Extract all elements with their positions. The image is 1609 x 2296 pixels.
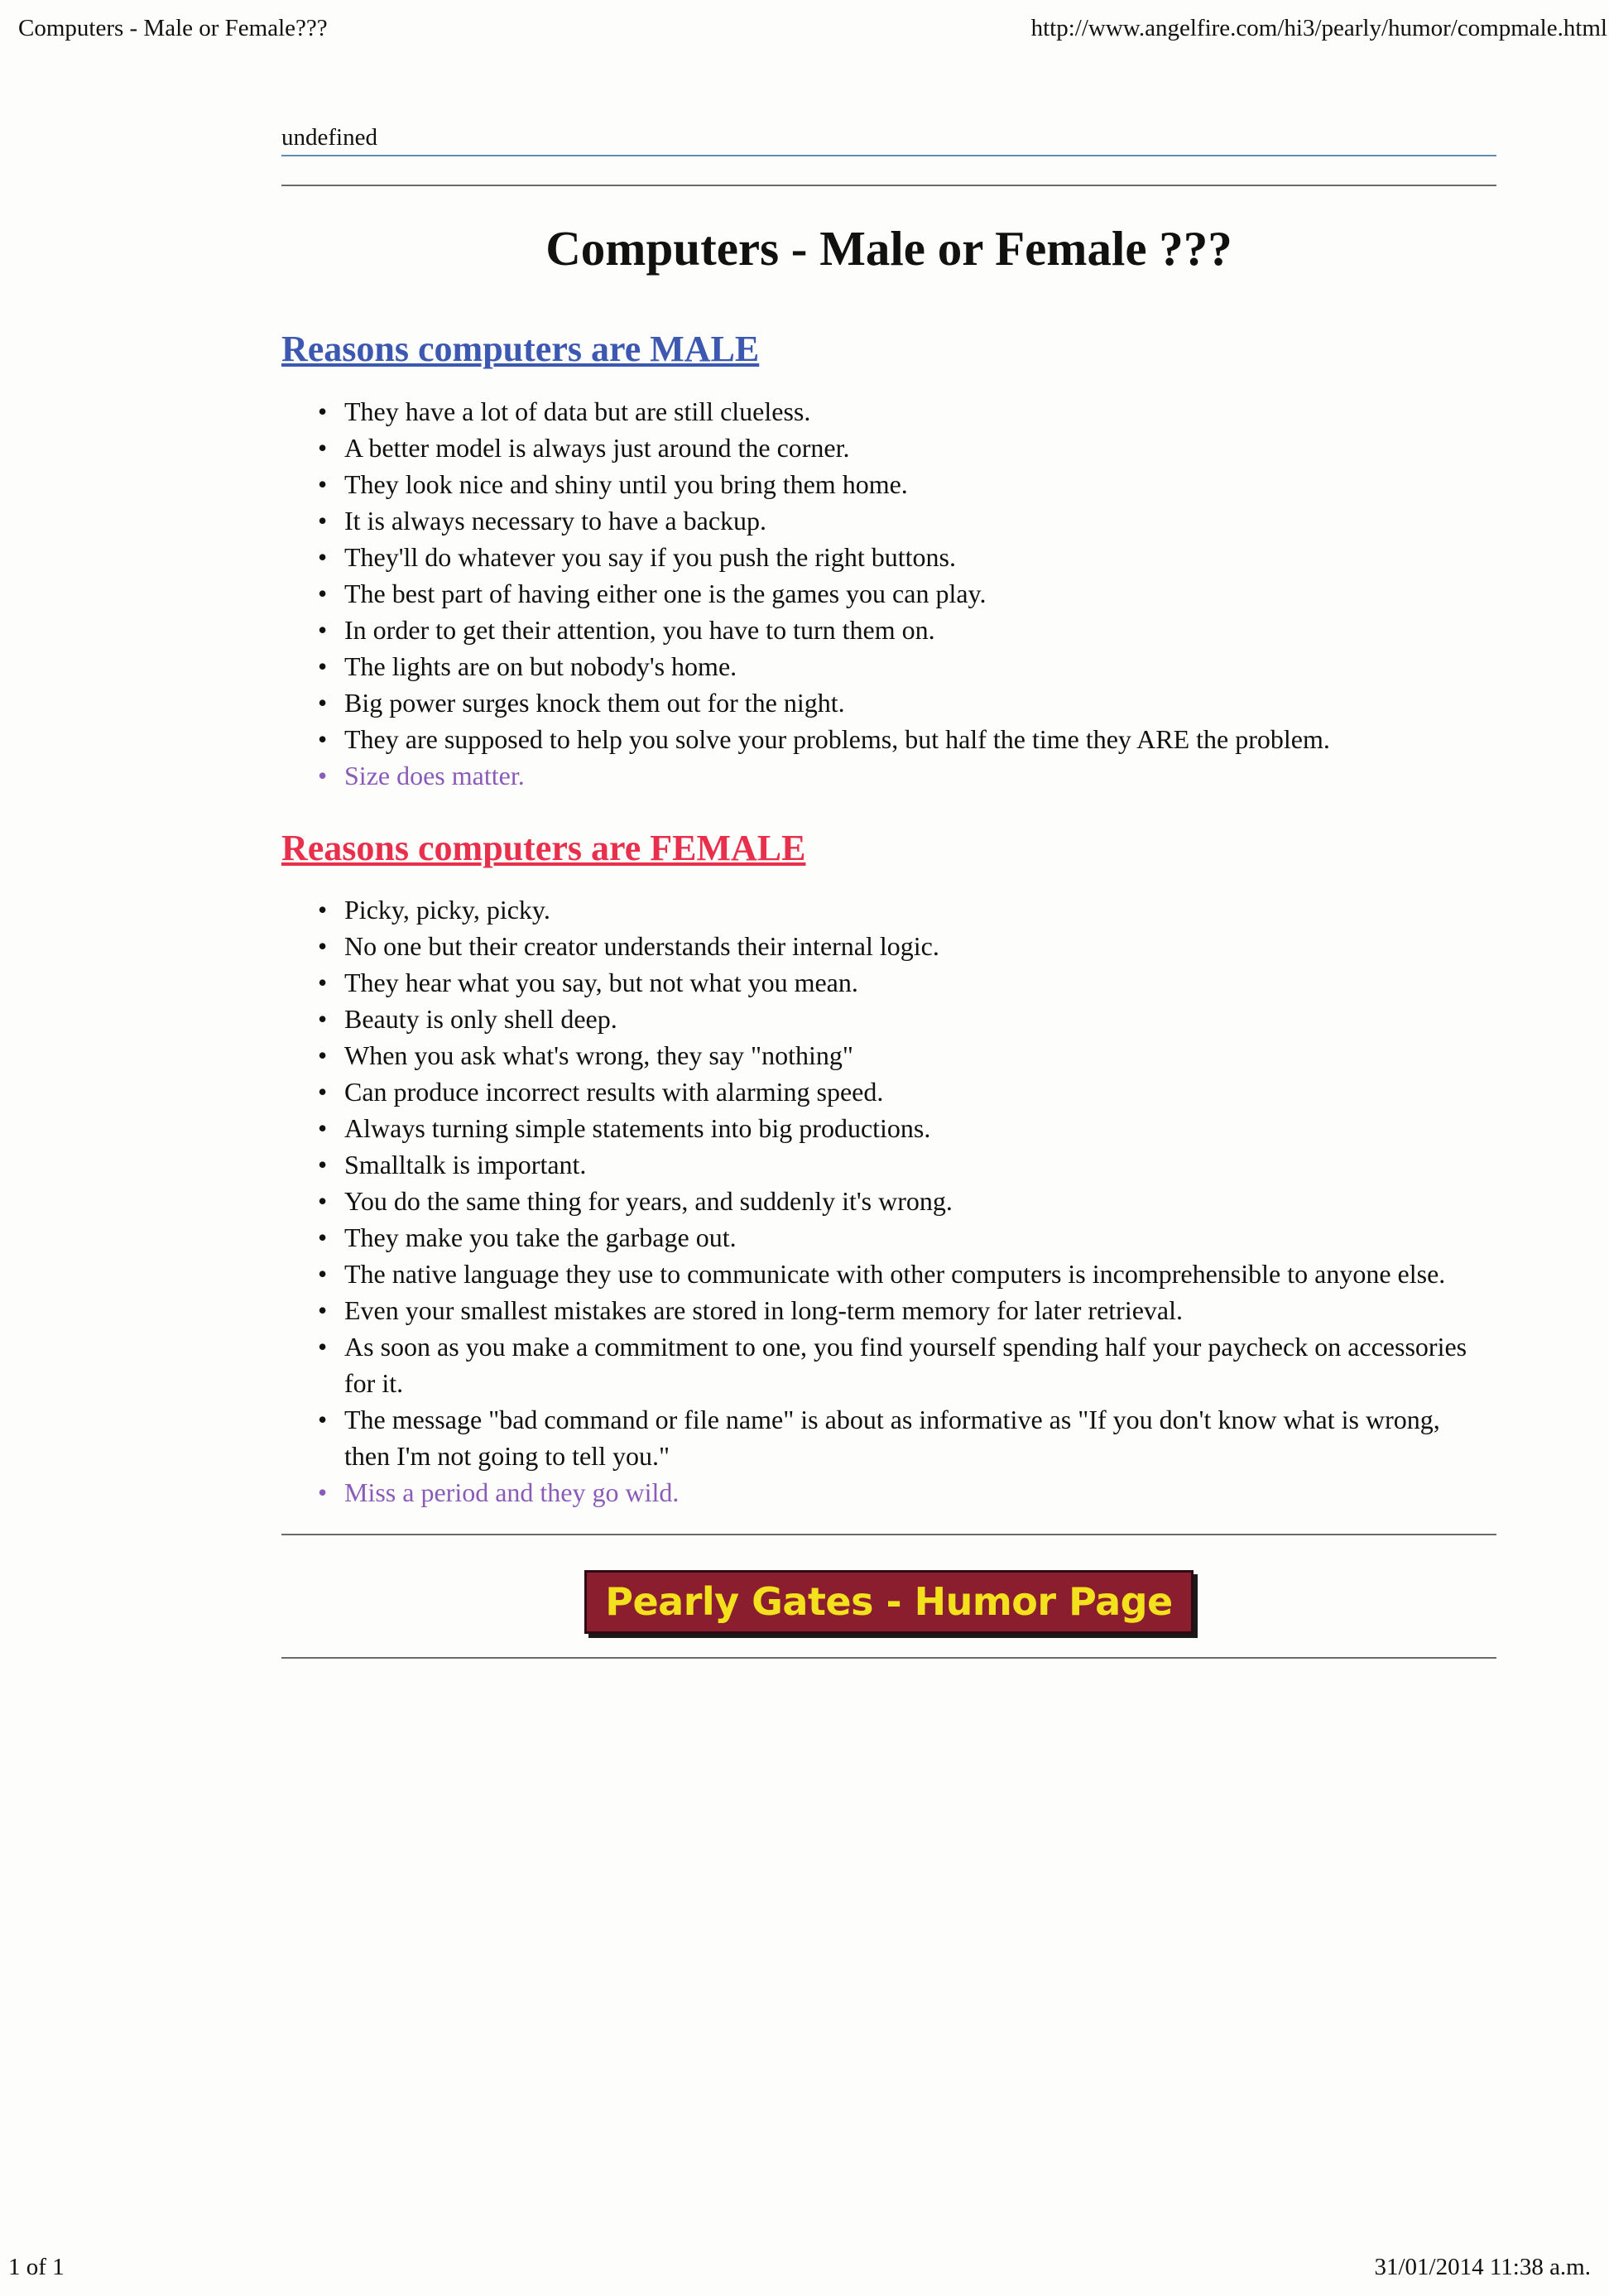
list-item: • Picky, picky, picky. (318, 891, 1470, 928)
list-item: • They look nice and shiny until you bring them home. (318, 466, 1496, 502)
page-title: Computers - Male or Female ??? (545, 221, 1232, 276)
list-item: • No one but their creator understands their internal logic. (318, 928, 1470, 964)
print-header-url: http://www.angelfire.com/hi3/pearly/humor/compmale.html (1030, 15, 1607, 41)
top-divider (281, 185, 1496, 186)
list-item: • Beauty is only shell deep. (318, 1001, 1470, 1037)
list-item: • The native language they use to communicate with other computers is incomprehensible to anyone else. (318, 1256, 1470, 1292)
bottom-divider-1 (281, 1534, 1496, 1535)
female-section-heading: Reasons computers are FEMALE (281, 827, 806, 868)
male-reasons-list (281, 393, 1496, 794)
list-item: • They are supposed to help you solve your problems, but half the time they ARE the problem. (318, 721, 1496, 757)
bottom-divider-2 (281, 1657, 1496, 1659)
list-item: • In order to get their attention, you have to turn them on. (318, 612, 1496, 648)
list-item: • Always turning simple statements into big productions. (318, 1110, 1470, 1146)
undefined-text: undefined (281, 124, 1496, 156)
print-footer-timestamp: 31/01/2014 11:38 a.m. (1374, 2254, 1591, 2280)
page-content (281, 124, 1496, 1659)
banner-wrap (281, 1570, 1496, 1634)
list-item: • They'll do whatever you say if you push the right buttons. (318, 539, 1496, 575)
list-item: • A better model is always just around the corner. (318, 430, 1496, 466)
list-item: • Even your smallest mistakes are stored in long-term memory for later retrieval. (318, 1292, 1470, 1328)
list-item: • They make you take the garbage out. (318, 1219, 1470, 1256)
female-reasons-list (281, 891, 1496, 1511)
list-item: • The best part of having either one is the games you can play. (318, 575, 1496, 612)
list-item: • You do the same thing for years, and suddenly it's wrong. (318, 1183, 1470, 1219)
list-item: • Smalltalk is important. (318, 1146, 1470, 1183)
list-item: • As soon as you make a commitment to one, you find yourself spending half your paycheck on accessories for it. (318, 1328, 1470, 1401)
list-item: • It is always necessary to have a backup. (318, 502, 1496, 539)
print-header-title: Computers - Male or Female??? (18, 15, 328, 41)
list-item: • Can produce incorrect results with alarming speed. (318, 1074, 1470, 1110)
list-item: • The lights are on but nobody's home. (318, 648, 1496, 684)
list-item-highlight: • Miss a period and they go wild. (318, 1474, 1470, 1511)
list-item: • They have a lot of data but are still clueless. (318, 393, 1496, 430)
humor-page-banner-link[interactable]: Pearly Gates - Humor Page (584, 1570, 1194, 1634)
male-section-heading: Reasons computers are MALE (281, 328, 760, 369)
print-footer-page: 1 of 1 (8, 2254, 65, 2280)
list-item: • When you ask what's wrong, they say "nothing" (318, 1037, 1470, 1074)
list-item: • Big power surges knock them out for the night. (318, 684, 1496, 721)
list-item: • They hear what you say, but not what you mean. (318, 964, 1470, 1001)
list-item: • The message "bad command or file name" is about as informative as "If you don't know what is wrong, then I'm not going to tell you." (318, 1401, 1470, 1474)
list-item-highlight: • Size does matter. (318, 757, 1496, 794)
